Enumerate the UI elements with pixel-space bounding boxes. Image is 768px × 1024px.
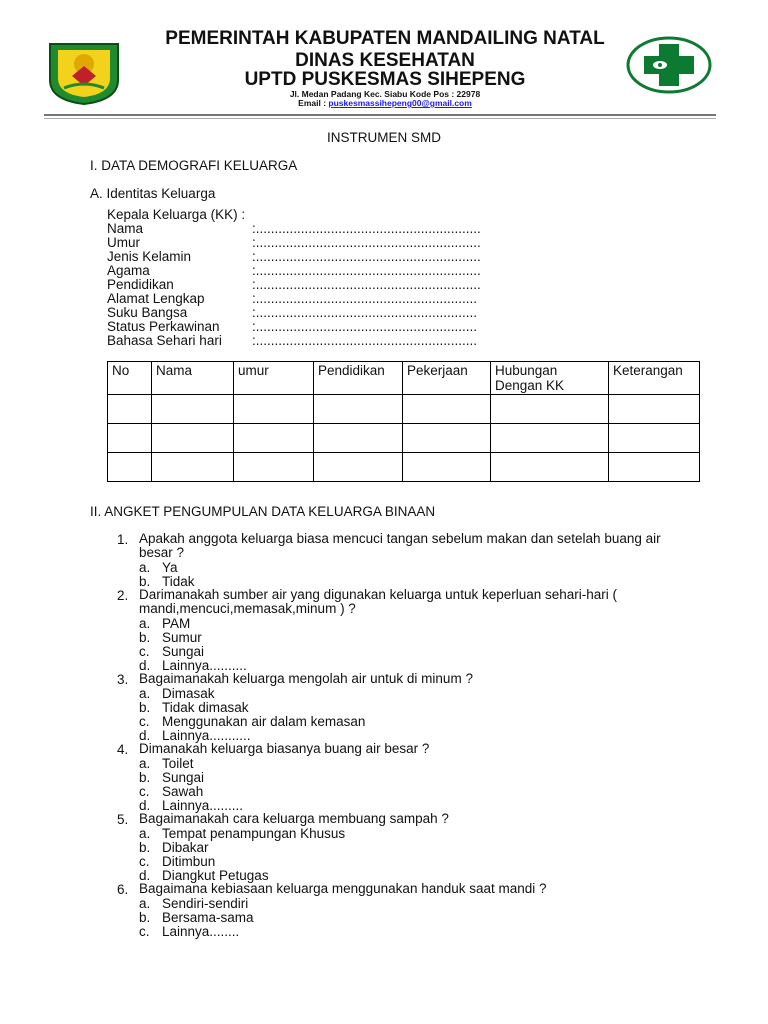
field-blank[interactable]: :............................................................: [252, 277, 481, 292]
question-number: 2.: [117, 588, 129, 603]
option-text[interactable]: Sungai: [162, 644, 205, 659]
option-letter: c.: [139, 854, 150, 869]
field-label: Pendidikan: [107, 277, 174, 292]
option-text[interactable]: Sungai: [162, 770, 205, 785]
question-number: 4.: [117, 742, 129, 757]
field-blank[interactable]: :............................................................: [252, 249, 481, 264]
field-label: Alamat Lengkap: [107, 291, 205, 306]
header-puskesmas: UPTD PUSKESMAS SIHEPENG: [244, 69, 526, 90]
family-members-table: [107, 361, 700, 482]
question-text: Bagaimana kebiasaan keluarga menggunakan handuk saat mandi ?: [139, 881, 547, 896]
option-letter: a.: [139, 896, 151, 911]
table-row[interactable]: [108, 453, 700, 482]
option-letter: b.: [139, 770, 151, 785]
header-divider: [44, 114, 716, 116]
section2-heading: II. ANGKET PENGUMPULAN DATA KELUARGA BINAAN: [90, 504, 436, 519]
option-letter: d.: [139, 728, 151, 743]
question-text: Bagaimanakah cara keluarga membuang sampah ?: [139, 811, 449, 826]
field-label: Umur: [107, 235, 140, 250]
table-row[interactable]: [108, 424, 700, 453]
question-number: 3.: [117, 672, 129, 687]
option-letter: b.: [139, 630, 151, 645]
field-blank[interactable]: :...........................................................: [252, 291, 478, 306]
option-letter: d.: [139, 658, 151, 673]
option-letter: c.: [139, 784, 150, 799]
field-blank[interactable]: :............................................................: [252, 221, 481, 236]
option-letter: c.: [139, 924, 150, 939]
option-text[interactable]: Lainnya........: [162, 924, 240, 939]
kk-label: Kepala Keluarga (KK) :: [107, 207, 246, 222]
option-text[interactable]: Sumur: [162, 630, 202, 645]
option-letter: a.: [139, 756, 151, 771]
option-letter: b.: [139, 910, 151, 925]
option-letter: a.: [139, 560, 151, 575]
col-header-hubungan: Hubungan Dengan KK: [491, 362, 609, 395]
option-text[interactable]: Lainnya...........: [162, 728, 251, 743]
field-blank[interactable]: :...........................................................: [252, 319, 478, 334]
option-text[interactable]: Bersama-sama: [162, 910, 254, 925]
option-letter: a.: [139, 826, 151, 841]
option-text[interactable]: Sendiri-sendiri: [162, 896, 249, 911]
table-row[interactable]: [108, 395, 700, 424]
field-label: Agama: [107, 263, 150, 278]
option-text[interactable]: Toilet: [162, 756, 194, 771]
question-text: Apakah anggota keluarga biasa mencuci tangan sebelum makan dan setelah buang air besar ?: [139, 531, 661, 560]
option-letter: b.: [139, 574, 151, 589]
option-text[interactable]: Ditimbun: [162, 854, 216, 869]
document-title: INSTRUMEN SMD: [327, 130, 441, 145]
table-header-row: [108, 362, 700, 395]
option-text[interactable]: Lainnya.........: [162, 798, 244, 813]
option-text[interactable]: Dimasak: [162, 686, 215, 701]
option-text[interactable]: Diangkut Petugas: [162, 868, 269, 883]
option-text[interactable]: Dibakar: [162, 840, 209, 855]
field-label: Nama: [107, 221, 144, 236]
option-text[interactable]: Tempat penampungan Khusus: [162, 826, 346, 841]
subsection-heading: A. Identitas Keluarga: [90, 186, 216, 201]
question-number: 1.: [117, 532, 129, 547]
option-text[interactable]: Tidak: [162, 574, 195, 589]
option-text[interactable]: Tidak dimasak: [162, 700, 249, 715]
option-letter: d.: [139, 798, 151, 813]
col-header-nama: Nama: [152, 362, 234, 395]
option-letter: b.: [139, 700, 151, 715]
option-letter: d.: [139, 868, 151, 883]
option-text[interactable]: Lainnya..........: [162, 658, 247, 673]
question-text: Dimanakah keluarga biasanya buang air besar ?: [139, 741, 430, 756]
field-blank[interactable]: :...........................................................: [252, 305, 478, 320]
option-letter: b.: [139, 840, 151, 855]
option-text[interactable]: Menggunakan air dalam kemasan: [162, 714, 366, 729]
header-address: Jl. Medan Padang Kec. Siabu Kode Pos : 22978: [289, 89, 481, 99]
question-number: 5.: [117, 812, 129, 827]
question-text: Bagaimanakah keluarga mengolah air untuk di minum ?: [139, 671, 473, 686]
header-divider-thin: [44, 118, 716, 119]
option-letter: a.: [139, 616, 151, 631]
email-link[interactable]: puskesmassihepeng00@gmail.com: [328, 98, 472, 108]
col-header-no: No: [108, 362, 152, 395]
header-email-line: [110, 98, 660, 108]
option-text[interactable]: PAM: [162, 616, 191, 631]
col-header-umur: umur: [234, 362, 314, 395]
header-government: PEMERINTAH KABUPATEN MANDAILING NATAL: [165, 28, 605, 49]
field-label: Bahasa Sehari hari: [107, 333, 222, 348]
field-blank[interactable]: :............................................................: [252, 235, 481, 250]
col-header-pekerjaan: Pekerjaan: [403, 362, 491, 395]
section1-heading: I. DATA DEMOGRAFI KELUARGA: [90, 158, 298, 173]
field-label: Suku Bangsa: [107, 305, 188, 320]
field-blank[interactable]: :............................................................: [252, 263, 481, 278]
question-text: Darimanakah sumber air yang digunakan keluarga untuk keperluan sehari-hari ( mandi,mencuci,memasak,minum ) ?: [139, 587, 618, 616]
header-department: DINAS KESEHATAN: [295, 50, 475, 71]
question-number: 6.: [117, 882, 129, 897]
option-letter: c.: [139, 644, 150, 659]
field-label: Jenis Kelamin: [107, 249, 192, 264]
option-text[interactable]: Sawah: [162, 784, 204, 799]
field-label: Status Perkawinan: [107, 319, 220, 334]
option-text[interactable]: Ya: [162, 560, 178, 575]
col-header-keterangan: Keterangan: [609, 362, 700, 395]
col-header-pendidikan: Pendidikan: [314, 362, 403, 395]
email-label: Email :: [298, 98, 329, 108]
option-letter: c.: [139, 714, 150, 729]
option-letter: a.: [139, 686, 151, 701]
field-blank[interactable]: :...........................................................: [252, 333, 478, 348]
